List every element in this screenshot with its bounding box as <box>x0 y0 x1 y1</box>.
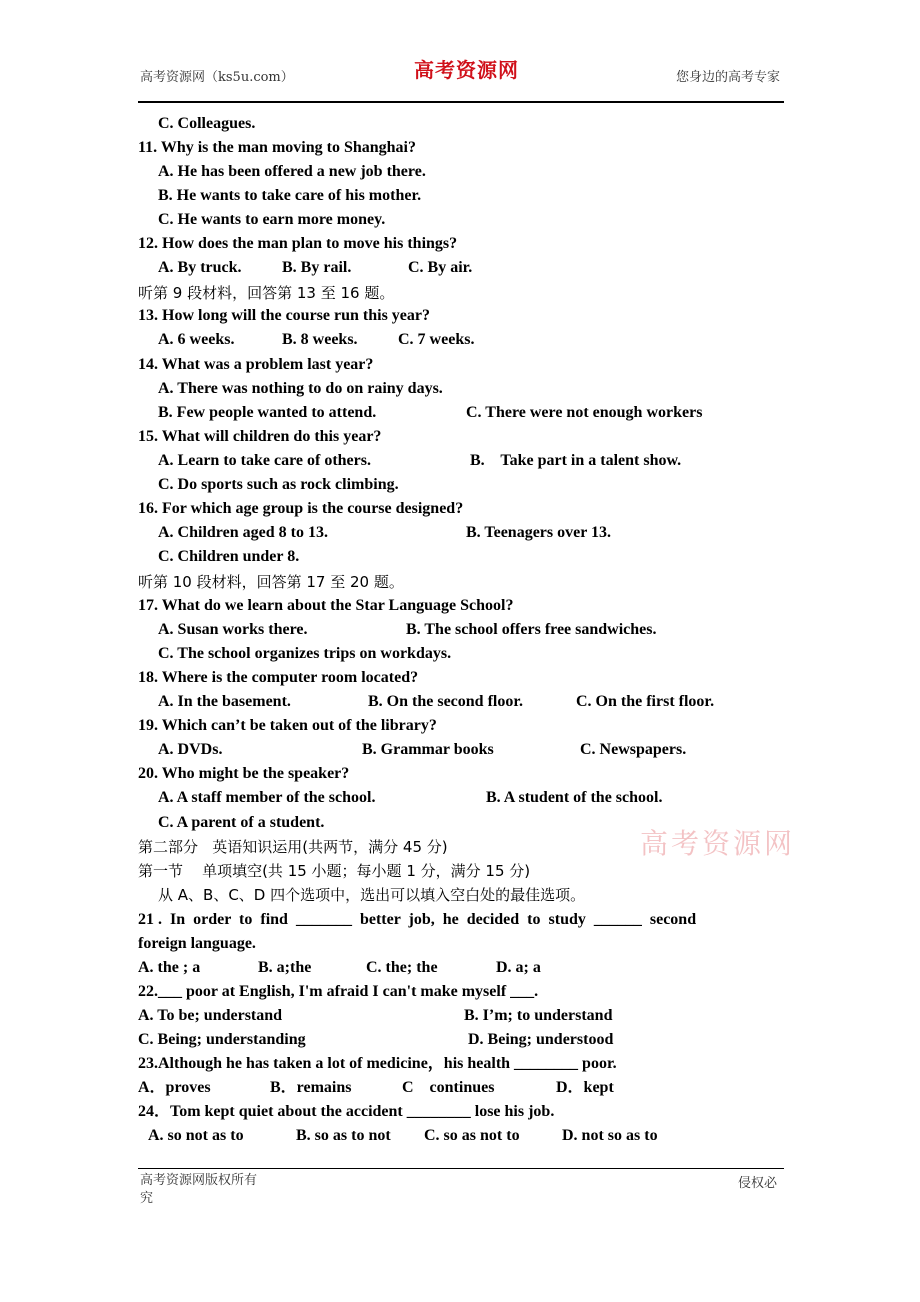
q21-option-d: D. a; a <box>496 959 541 976</box>
q20-option-c: C. A parent of a student. <box>158 814 325 831</box>
q13-option-c: C. 7 weeks. <box>398 331 475 348</box>
footer-rule <box>138 1168 784 1169</box>
section1-title: 第一节 单项填空(共 15 小题；每小题 1 分，满分 15 分) <box>138 862 531 880</box>
q16-option-c: C. Children under 8. <box>158 548 300 565</box>
q10-option-c: C. Colleagues. <box>158 115 256 132</box>
q14-option-b: B. Few people wanted to attend. <box>158 404 377 421</box>
q20-option-a: A. A staff member of the school. <box>158 789 376 806</box>
q18-option-a: A. In the basement. <box>158 693 291 710</box>
q23-question: 23.Although he has taken a lot of medicine，his health ________ poor. <box>138 1055 617 1072</box>
q22-option-b: B. I’m; to understand <box>464 1007 613 1024</box>
q14-option-a: A. There was nothing to do on rainy days. <box>158 380 443 397</box>
q13-option-b: B. 8 weeks. <box>282 331 358 348</box>
section1-instruction: 从 A、B、C、D 四个选项中，选出可以填入空白处的最佳选项。 <box>158 886 586 904</box>
q17-option-b: B. The school offers free sandwiches. <box>406 621 657 638</box>
q15-option-a: A. Learn to take care of others. <box>158 452 371 469</box>
q19-option-b: B. Grammar books <box>362 741 494 758</box>
q20-option-b: B. A student of the school. <box>486 789 663 806</box>
q19-option-c: C. Newspapers. <box>580 741 687 758</box>
q23-option-a: A．proves <box>138 1079 211 1096</box>
q22-option-d: D. Being; understood <box>468 1031 614 1048</box>
q24-option-b: B. so as to not <box>296 1127 391 1144</box>
q11-option-c: C. He wants to earn more money. <box>158 211 386 228</box>
q16-option-a: A. Children aged 8 to 13. <box>158 524 328 541</box>
q22-option-c: C. Being; understanding <box>138 1031 306 1048</box>
q15-question: 15. What will children do this year? <box>138 428 382 445</box>
q20-question: 20. Who might be the speaker? <box>138 765 350 782</box>
q12-option-c: C. By air. <box>408 259 473 276</box>
footer-left-line1: 高考资源网版权所有 <box>140 1173 258 1188</box>
q22-question: 22.___ poor at English, I'm afraid I can't make myself ___. <box>138 983 539 1000</box>
q21-line1: 21 . In order to find _______ better job, he decided to study ______ second <box>138 911 697 928</box>
section9-heading: 听第 9 段材料，回答第 13 至 16 题。 <box>138 284 395 302</box>
footer-left <box>140 1172 270 1208</box>
header-rule <box>138 101 784 103</box>
footer-right: 侵权必 <box>738 1176 778 1191</box>
q24-option-c: C. so as not to <box>424 1127 520 1144</box>
header-right: 您身边的高考专家 <box>676 70 781 85</box>
header-logo: 高考资源网 <box>414 58 519 82</box>
q23-option-c: C continues <box>402 1079 495 1096</box>
q24-option-a: A. so not as to <box>148 1127 244 1144</box>
q23-option-d: D．kept <box>556 1079 614 1096</box>
watermark: 高考资源网 <box>640 827 796 860</box>
q15-option-b: B. Take part in a talent show. <box>470 452 682 469</box>
q17-question: 17. What do we learn about the Star Language School? <box>138 597 514 614</box>
q19-question: 19. Which can’t be taken out of the library? <box>138 717 437 734</box>
q21-line2: foreign language. <box>138 935 256 952</box>
q14-question: 14. What was a problem last year? <box>138 356 374 373</box>
q22-option-a: A. To be; understand <box>138 1007 283 1024</box>
q11-option-b: B. He wants to take care of his mother. <box>158 187 422 204</box>
q12-option-b: B. By rail. <box>282 259 352 276</box>
q21-option-a: A. the ; a <box>138 959 201 976</box>
q21-option-b: B. a;the <box>258 959 312 976</box>
q12-option-a: A. By truck. <box>158 259 242 276</box>
q12-question: 12. How does the man plan to move his things? <box>138 235 458 252</box>
q17-option-a: A. Susan works there. <box>158 621 308 638</box>
q13-question: 13. How long will the course run this year? <box>138 307 430 324</box>
q18-option-c: C. On the first floor. <box>576 693 715 710</box>
footer-left-line2: 究 <box>140 1191 154 1206</box>
q23-option-b: B．remains <box>270 1079 352 1096</box>
q13-option-a: A. 6 weeks. <box>158 331 235 348</box>
q18-option-b: B. On the second floor. <box>368 693 523 710</box>
q18-question: 18. Where is the computer room located? <box>138 669 419 686</box>
q14-option-c: C. There were not enough workers <box>466 404 703 421</box>
q24-question: 24．Tom kept quiet about the accident ________ lose his job. <box>138 1103 555 1120</box>
part2-title: 第二部分 英语知识运用(共两节，满分 45 分) <box>138 838 448 856</box>
q11-option-a: A. He has been offered a new job there. <box>158 163 426 180</box>
section10-heading: 听第 10 段材料，回答第 17 至 20 题。 <box>138 573 404 591</box>
q21-option-c: C. the; the <box>366 959 438 976</box>
q11-question: 11. Why is the man moving to Shanghai? <box>138 139 416 156</box>
q17-option-c: C. The school organizes trips on workdays. <box>158 645 452 662</box>
header-left: 高考资源网（ks5u.com） <box>140 70 294 85</box>
q16-option-b: B. Teenagers over 13. <box>466 524 612 541</box>
q19-option-a: A. DVDs. <box>158 741 223 758</box>
q16-question: 16. For which age group is the course designed? <box>138 500 464 517</box>
q24-option-d: D. not so as to <box>562 1127 658 1144</box>
q15-option-c: C. Do sports such as rock climbing. <box>158 476 399 493</box>
